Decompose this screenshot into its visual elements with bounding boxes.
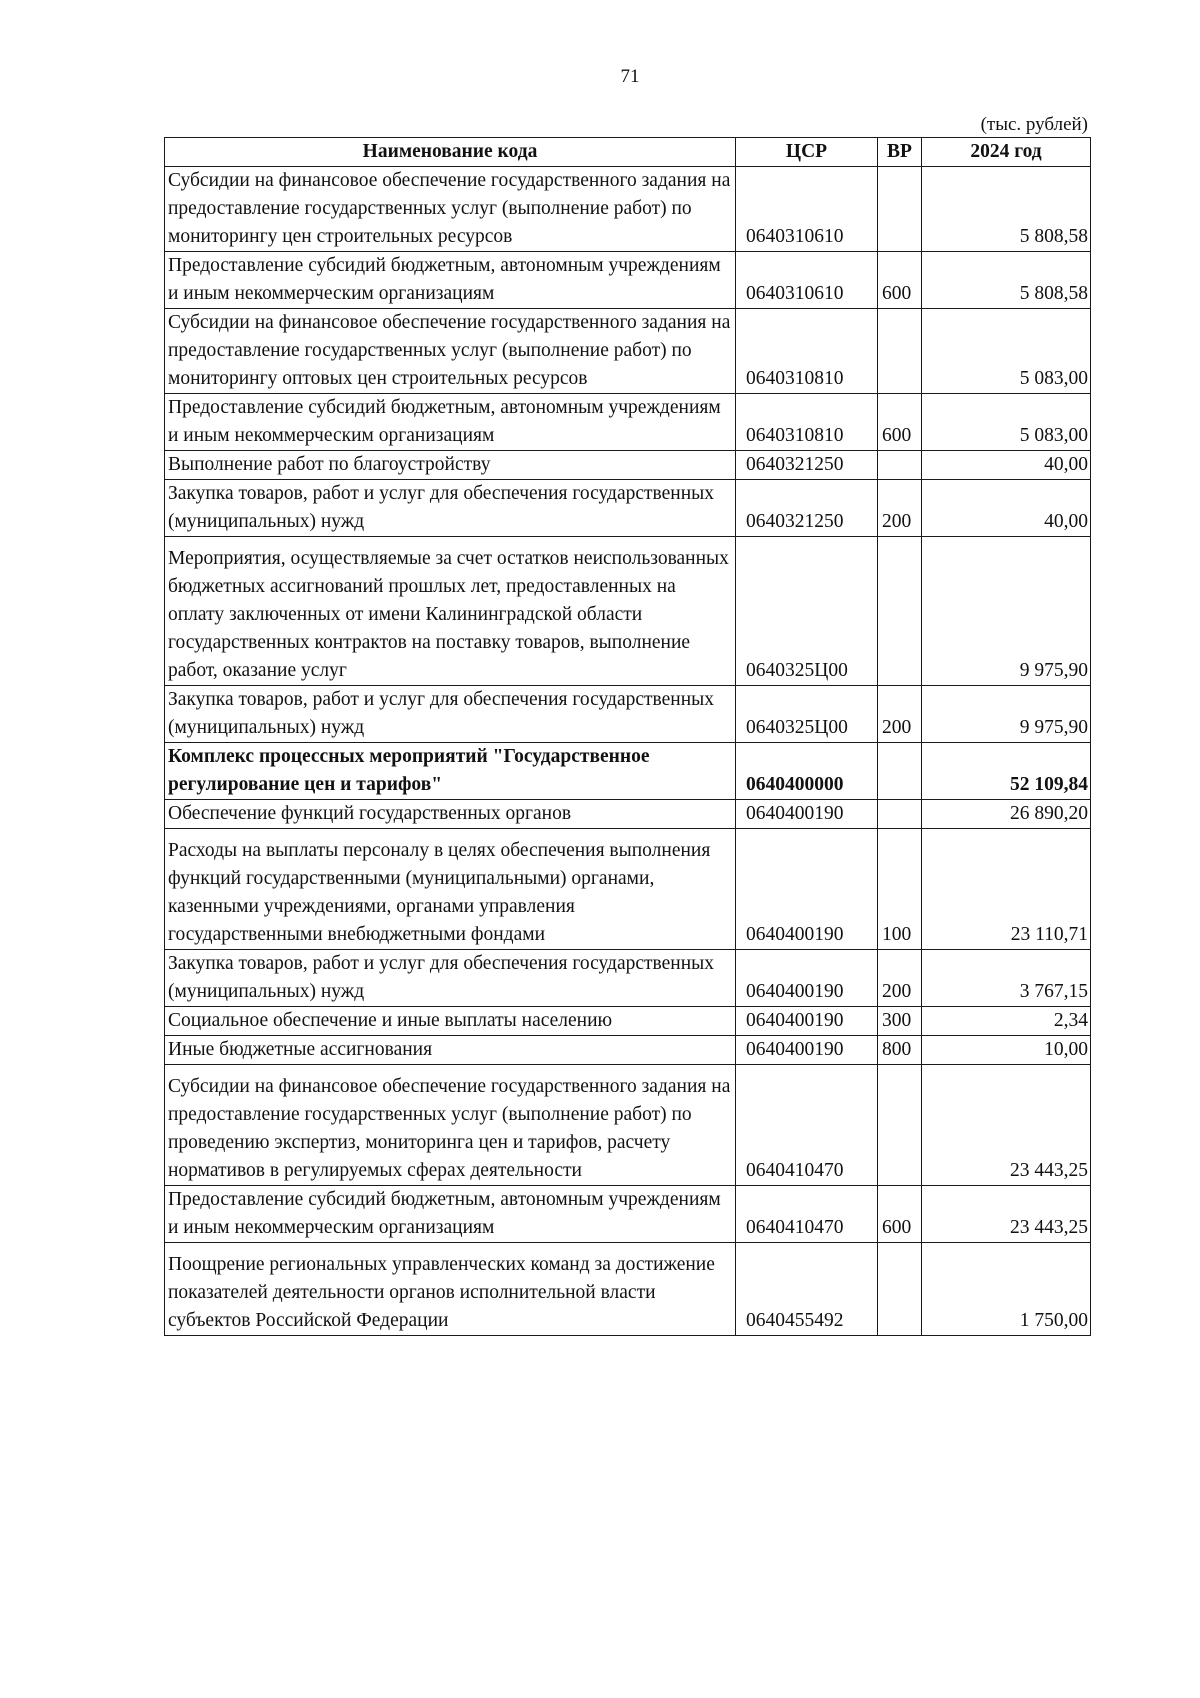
- cell-csr: 0640325Ц00: [736, 686, 878, 743]
- cell-name: Субсидии на финансовое обеспечение государственного задания на предоставление государственных услуг (выполнение работ) по мониторингу оптовых цен строительных ресурсов: [165, 309, 736, 394]
- budget-table: [164, 137, 1091, 1336]
- cell-vr: 200: [878, 686, 922, 743]
- table-row: [165, 394, 1091, 451]
- cell-csr: 0640310610: [736, 252, 878, 309]
- cell-amount: 9 975,90: [922, 537, 1091, 686]
- cell-csr: 0640400000: [736, 743, 878, 800]
- cell-amount: 23 443,25: [922, 1186, 1091, 1243]
- cell-amount: 9 975,90: [922, 686, 1091, 743]
- table-row: [165, 480, 1091, 537]
- cell-amount: 5 808,58: [922, 252, 1091, 309]
- cell-amount: 26 890,20: [922, 800, 1091, 829]
- table-row: [165, 537, 1091, 686]
- cell-name: Предоставление субсидий бюджетным, автономным учреждениям и иным некоммерческим организациям: [165, 252, 736, 309]
- table-row: [165, 800, 1091, 829]
- cell-vr: 800: [878, 1036, 922, 1065]
- cell-amount: 23 443,25: [922, 1065, 1091, 1186]
- cell-amount: 5 808,58: [922, 167, 1091, 252]
- cell-vr: [878, 537, 922, 686]
- table-row: [165, 1065, 1091, 1186]
- header-amount: 2024 год: [922, 138, 1091, 167]
- cell-vr: [878, 167, 922, 252]
- cell-name: Иные бюджетные ассигнования: [165, 1036, 736, 1065]
- cell-name: Выполнение работ по благоустройству: [165, 451, 736, 480]
- table-row: [165, 829, 1091, 950]
- header-vr: ВР: [878, 138, 922, 167]
- cell-vr: [878, 451, 922, 480]
- cell-amount: 2,34: [922, 1007, 1091, 1036]
- cell-vr: [878, 1065, 922, 1186]
- cell-name: Субсидии на финансовое обеспечение государственного задания на предоставление государственных услуг (выполнение работ) по проведению экспертиз, мониторинга цен и тарифов, расчету нормативов в регулируемых сферах деятельности: [165, 1065, 736, 1186]
- table-body: [165, 167, 1091, 1336]
- header-csr: ЦСР: [736, 138, 878, 167]
- cell-amount: 23 110,71: [922, 829, 1091, 950]
- table-row: [165, 1186, 1091, 1243]
- cell-csr: 0640310810: [736, 309, 878, 394]
- cell-name: Субсидии на финансовое обеспечение государственного задания на предоставление государственных услуг (выполнение работ) по мониторингу цен строительных ресурсов: [165, 167, 736, 252]
- cell-csr: 0640400190: [736, 829, 878, 950]
- table-row: [165, 309, 1091, 394]
- cell-vr: [878, 800, 922, 829]
- cell-vr: 200: [878, 950, 922, 1007]
- cell-csr: 0640325Ц00: [736, 537, 878, 686]
- cell-amount: 3 767,15: [922, 950, 1091, 1007]
- cell-amount: 5 083,00: [922, 394, 1091, 451]
- cell-vr: 600: [878, 394, 922, 451]
- cell-amount: 10,00: [922, 1036, 1091, 1065]
- cell-name: Комплекс процессных мероприятий "Государственное регулирование цен и тарифов": [165, 743, 736, 800]
- cell-vr: 600: [878, 1186, 922, 1243]
- table-header-row: [165, 138, 1091, 167]
- cell-csr: 0640410470: [736, 1186, 878, 1243]
- cell-amount: 52 109,84: [922, 743, 1091, 800]
- cell-vr: 300: [878, 1007, 922, 1036]
- cell-csr: 0640310610: [736, 167, 878, 252]
- cell-amount: 1 750,00: [922, 1243, 1091, 1336]
- cell-vr: [878, 309, 922, 394]
- cell-vr: 200: [878, 480, 922, 537]
- page-number: 71: [620, 66, 640, 87]
- table-row: [165, 1007, 1091, 1036]
- cell-name: Предоставление субсидий бюджетным, автономным учреждениям и иным некоммерческим организациям: [165, 1186, 736, 1243]
- cell-csr: 0640410470: [736, 1065, 878, 1186]
- cell-name: Предоставление субсидий бюджетным, автономным учреждениям и иным некоммерческим организациям: [165, 394, 736, 451]
- cell-name: Поощрение региональных управленческих команд за достижение показателей деятельности органов исполнительной власти субъектов Российской Федерации: [165, 1243, 736, 1336]
- cell-name: Закупка товаров, работ и услуг для обеспечения государственных (муниципальных) нужд: [165, 686, 736, 743]
- table-row: [165, 950, 1091, 1007]
- cell-vr: 100: [878, 829, 922, 950]
- header-name: Наименование кода: [165, 138, 736, 167]
- cell-csr: 0640400190: [736, 950, 878, 1007]
- table-row: [165, 743, 1091, 800]
- cell-amount: 40,00: [922, 480, 1091, 537]
- cell-csr: 0640400190: [736, 1036, 878, 1065]
- cell-name: Мероприятия, осуществляемые за счет остатков неиспользованных бюджетных ассигнований прошлых лет, предоставленных на оплату заключенных от имени Калининградской области государственных контрактов на поставку товаров, выполнение работ, оказание услуг: [165, 537, 736, 686]
- table-row: [165, 686, 1091, 743]
- cell-vr: [878, 1243, 922, 1336]
- cell-amount: 5 083,00: [922, 309, 1091, 394]
- cell-csr: 0640321250: [736, 451, 878, 480]
- cell-csr: 0640400190: [736, 1007, 878, 1036]
- cell-csr: 0640321250: [736, 480, 878, 537]
- table-row: [165, 1036, 1091, 1065]
- table-row: [165, 1243, 1091, 1336]
- units-label: (тыс. рублей): [980, 114, 1088, 135]
- cell-name: Социальное обеспечение и иные выплаты населению: [165, 1007, 736, 1036]
- cell-amount: 40,00: [922, 451, 1091, 480]
- table-row: [165, 167, 1091, 252]
- cell-name: Закупка товаров, работ и услуг для обеспечения государственных (муниципальных) нужд: [165, 950, 736, 1007]
- table-row: [165, 451, 1091, 480]
- cell-name: Обеспечение функций государственных органов: [165, 800, 736, 829]
- cell-csr: 0640455492: [736, 1243, 878, 1336]
- table-row: [165, 252, 1091, 309]
- cell-name: Расходы на выплаты персоналу в целях обеспечения выполнения функций государственными (муниципальными) органами, казенными учреждениями, органами управления государственными внебюджетными фондами: [165, 829, 736, 950]
- cell-vr: 600: [878, 252, 922, 309]
- cell-csr: 0640310810: [736, 394, 878, 451]
- cell-vr: [878, 743, 922, 800]
- cell-csr: 0640400190: [736, 800, 878, 829]
- cell-name: Закупка товаров, работ и услуг для обеспечения государственных (муниципальных) нужд: [165, 480, 736, 537]
